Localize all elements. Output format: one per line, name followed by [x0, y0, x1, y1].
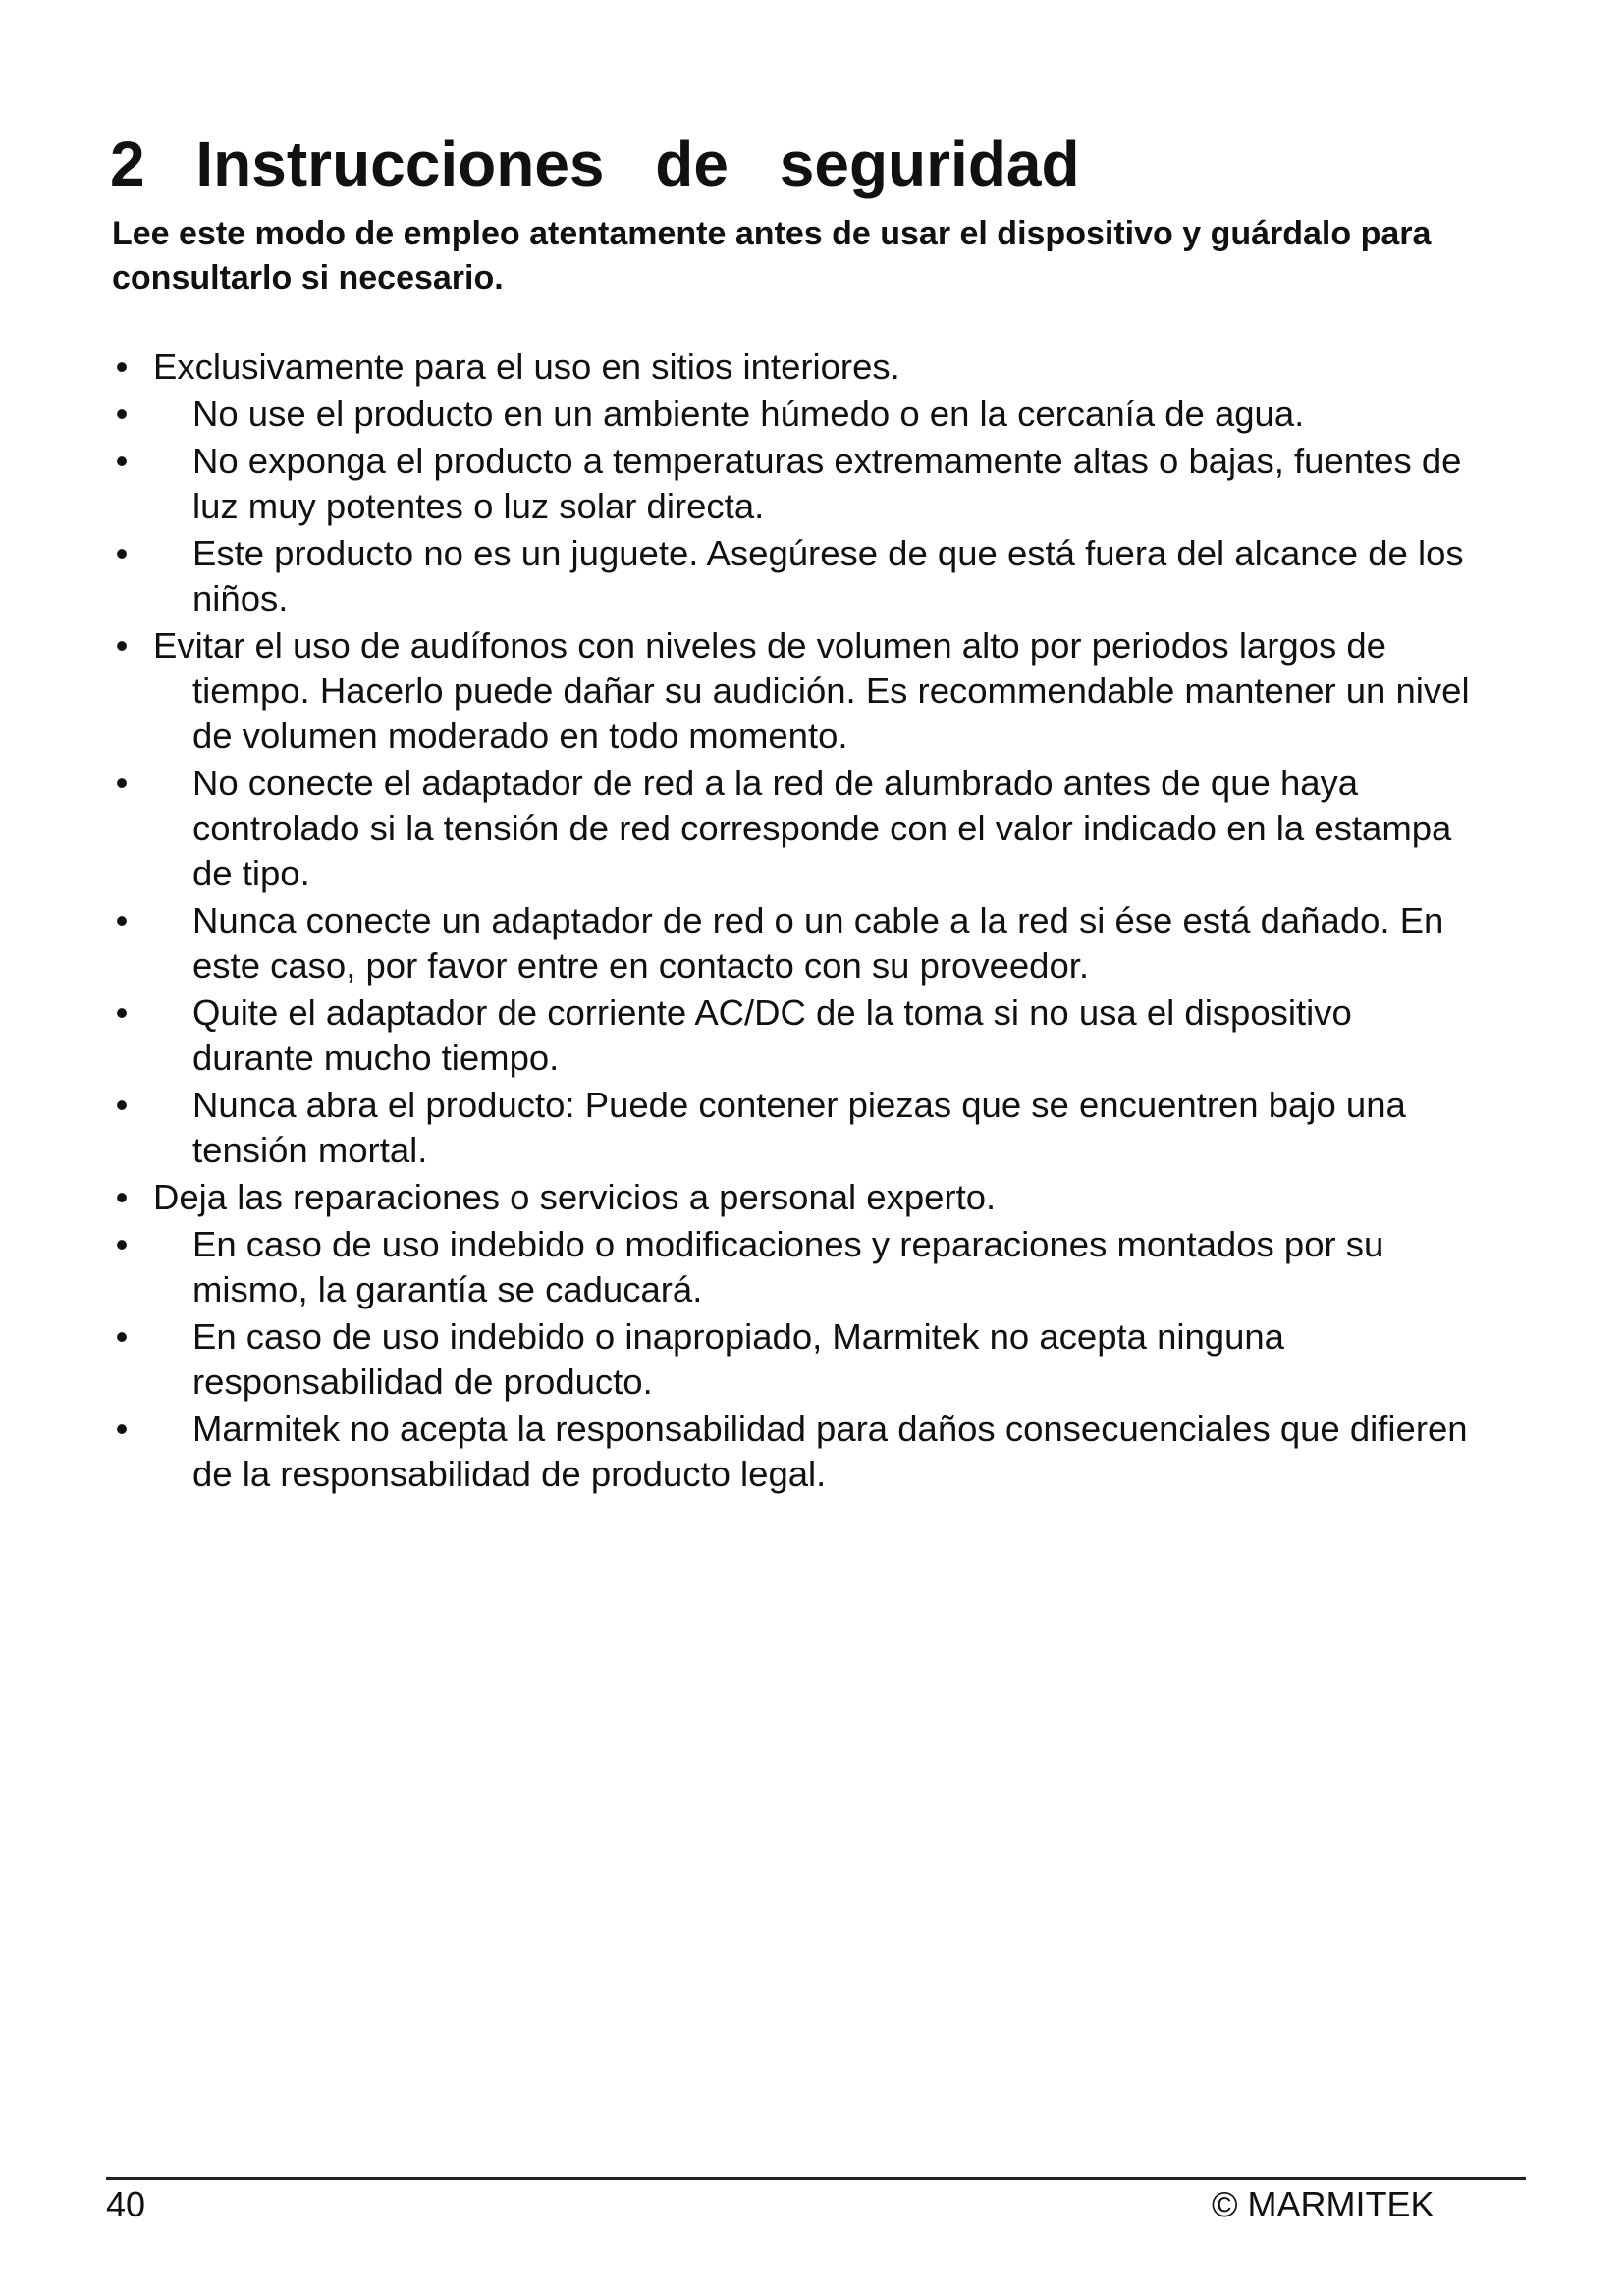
bullet-icon: •: [115, 347, 129, 387]
intro-paragraph: Lee este modo de empleo atentamente antes de usar el dispositivo y guárdalo para consultarlo si necesario.: [112, 215, 1432, 296]
footer-divider: [106, 2177, 1526, 2180]
bullet-icon: •: [115, 394, 129, 434]
list-item-text: No use el producto en un ambiente húmedo o en la cercanía de agua.: [192, 394, 1305, 434]
list-item-text: Evitar el uso de audífonos con niveles de volumen alto por periodos largos de tiempo. Hacerlo puede dañar su audición. Es recommendable mantener un nivel de volumen moderado en todo momento.: [153, 625, 1470, 756]
list-item: [108, 1314, 1483, 1405]
list-item: [108, 1083, 1483, 1173]
list-item-text: Deja las reparaciones o servicios a personal experto.: [153, 1177, 997, 1217]
list-item: [108, 345, 1483, 390]
list-item: [108, 761, 1483, 896]
bullet-icon: •: [115, 1409, 129, 1449]
bullet-icon: •: [115, 900, 129, 940]
bullet-icon: •: [115, 992, 129, 1033]
list-item-text: Marmitek no acepta la responsabilidad para daños consecuenciales que difieren de la responsabilidad de producto legal.: [192, 1409, 1468, 1494]
bullet-icon: •: [115, 625, 129, 666]
list-item: [108, 1407, 1483, 1497]
bullet-icon: •: [115, 533, 129, 573]
section-title: 2 Instrucciones de seguridad: [110, 129, 1080, 199]
bullet-icon: •: [115, 1224, 129, 1264]
list-item: [108, 990, 1483, 1081]
list-item-text: No conecte el adaptador de red a la red de alumbrado antes de que haya controlado si la tensión de red corresponde con el valor indicado en la estampa de tipo.: [192, 763, 1452, 893]
safety-list: [108, 345, 1483, 1499]
list-item-text: Quite el adaptador de corriente AC/DC de la toma si no usa el dispositivo durante mucho tiempo.: [192, 992, 1352, 1078]
list-item-text: No exponga el producto a temperaturas extremamente altas o bajas, fuentes de luz muy potentes o luz solar directa.: [192, 441, 1462, 526]
bullet-icon: •: [115, 441, 129, 481]
bullet-icon: •: [115, 1085, 129, 1125]
list-item: [108, 623, 1483, 759]
list-item: [108, 439, 1483, 529]
list-item-text: Nunca abra el producto: Puede contener piezas que se encuentren bajo una tensión mortal.: [192, 1085, 1406, 1170]
list-item-text: En caso de uso indebido o modificaciones y reparaciones montados por su mismo, la garantía se caducará.: [192, 1224, 1384, 1309]
list-item-text: Nunca conecte un adaptador de red o un cable a la red si ése está dañado. En este caso, por favor entre en contacto con su proveedor.: [192, 900, 1444, 986]
list-item: [108, 531, 1483, 621]
bullet-icon: •: [115, 1177, 129, 1217]
list-item: [108, 392, 1483, 437]
list-item: [108, 1175, 1483, 1220]
page-number: 40: [106, 2184, 146, 2224]
copyright-notice: © MARMITEK: [1212, 2184, 1435, 2224]
list-item: [108, 898, 1483, 988]
list-item-text: Este producto no es un juguete. Asegúrese de que está fuera del alcance de los niños.: [192, 533, 1464, 618]
bullet-icon: •: [115, 1316, 129, 1357]
list-item: [108, 1222, 1483, 1312]
bullet-icon: •: [115, 763, 129, 803]
list-item-text: En caso de uso indebido o inapropiado, Marmitek no acepta ninguna responsabilidad de producto.: [192, 1316, 1284, 1402]
list-item-text: Exclusivamente para el uso en sitios interiores.: [153, 347, 900, 387]
